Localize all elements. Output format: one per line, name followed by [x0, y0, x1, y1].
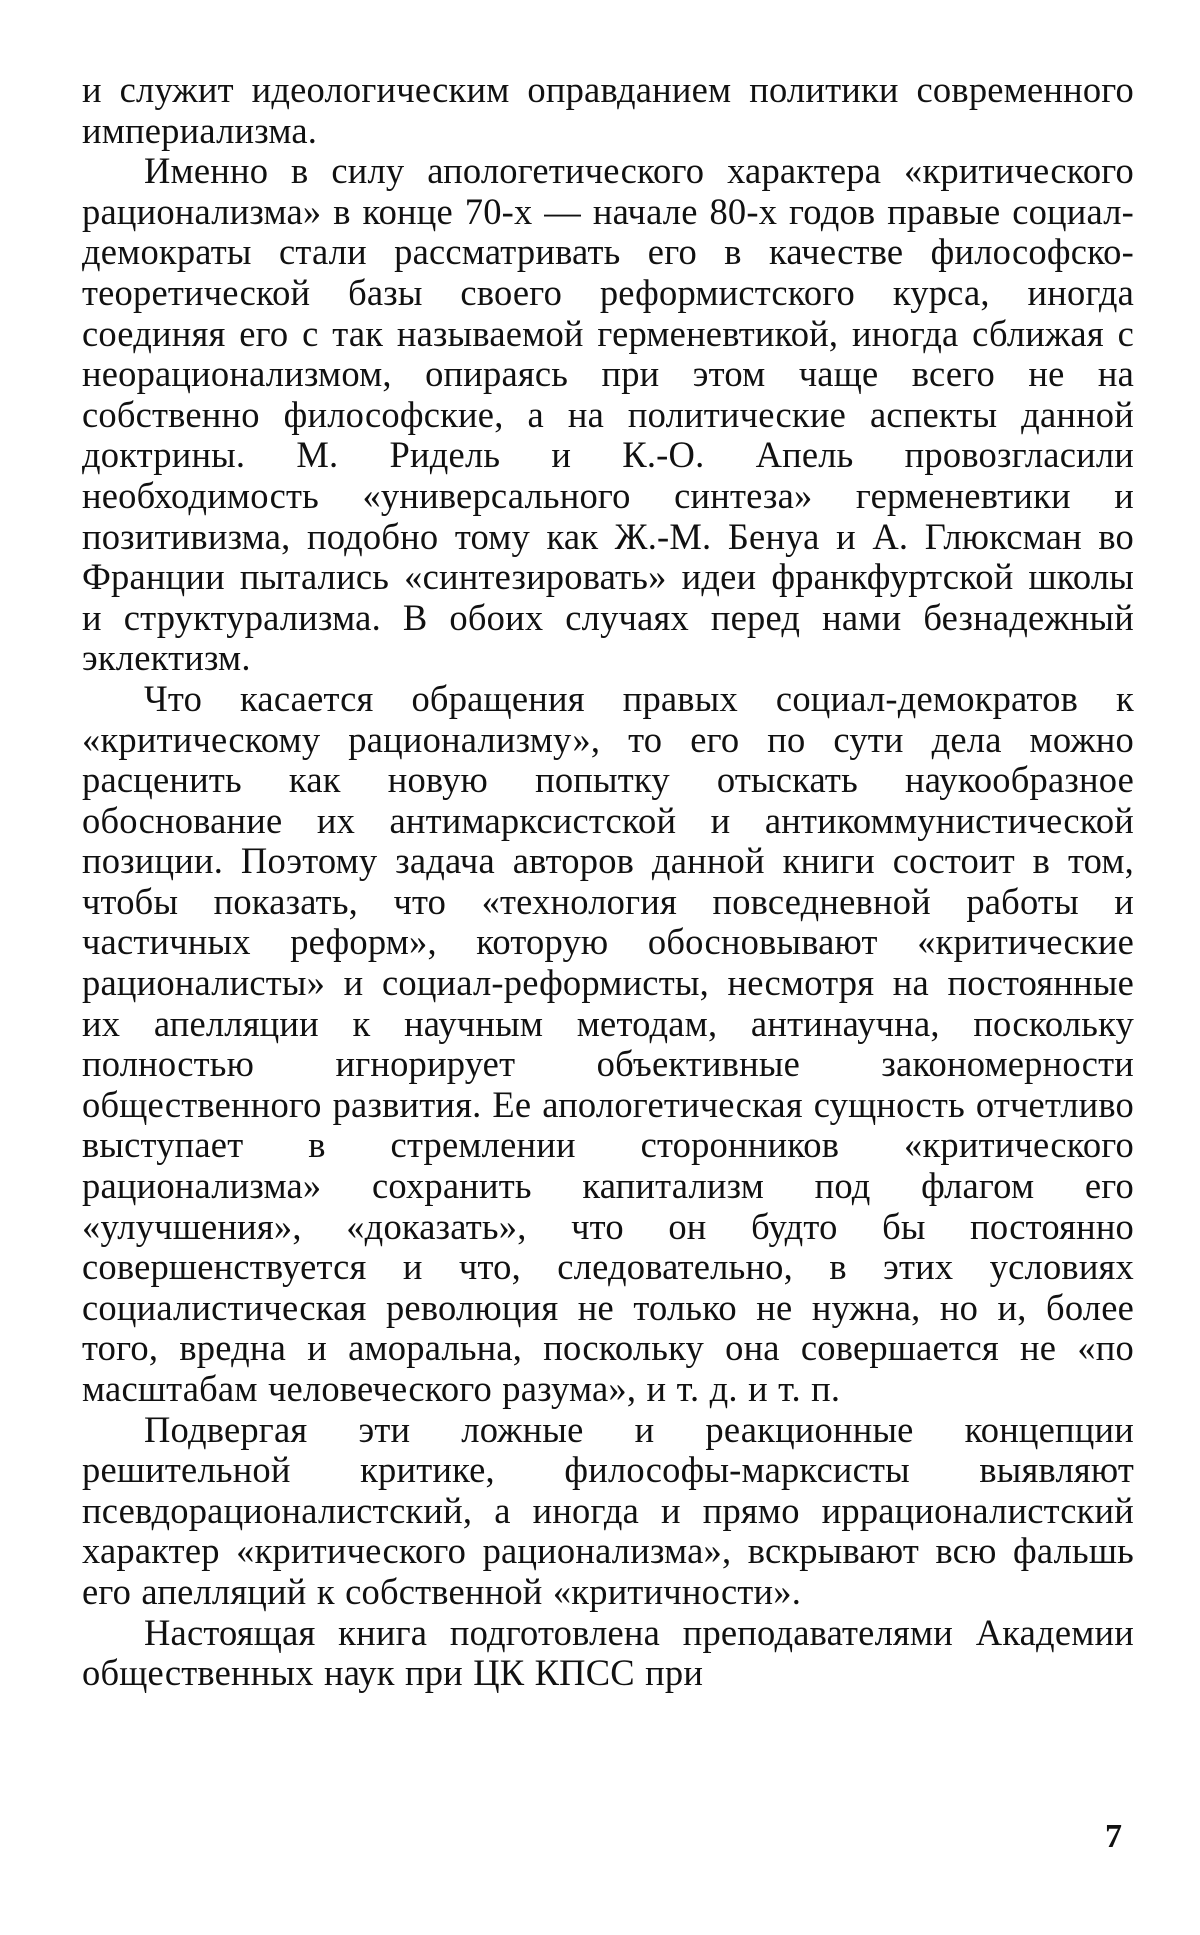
- body-text: [82, 70, 1134, 1694]
- paragraph-apologetic-character: Именно в силу апологетического характера «критического рационализма» в конце 70-х — начале 80-х годов правые социал-демократы стали рассматривать его в качестве философско-теоретической базы своего реформистского курса, иногда соединяя его с так называемой герменевтикой, иногда сближая с неорационализмом, опираясь при этом чаще всего не на собственно философские, а на политические аспекты данной доктрины. М. Ридель и К.-О. Апель провозгласили необходимость «универсального синтеза» герменевтики и позитивизма, подобно тому как Ж.-М. Бенуа и А. Глюксман во Франции пытались «синтезировать» идеи франкфуртской школы и структурализма. В обоих случаях перед нами безнадежный эклектизм.: [82, 150, 1134, 679]
- paragraph-continuation: и служит идеологическим оправданием политики современного империализма.: [82, 69, 1134, 151]
- paragraph-book-prepared: Настоящая книга подготовлена преподавателями Академии общественных наук при ЦК КПСС при: [82, 1611, 1134, 1694]
- page-number: 7: [1105, 1818, 1122, 1855]
- paragraph-social-democrats: Что касается обращения правых социал-демократов к «критическому рационализму», то его по сути дела можно расценить как новую попытку отыскать наукообразное обоснование их антимарксистской и антикоммунистической позиции. Поэтому задача авторов данной книги состоит в том, чтобы показать, что «технология повседневной работы и частичных реформ», которую обосновывают «критические рационалисты» и социал-реформисты, несмотря на постоянные их апелляции к научным методам, антинаучна, поскольку полностью игнорирует объективные закономерности общественного развития. Ее апологетическая сущность отчетливо выступает в стремлении сторонников «критического рационализма» сохранить капитализм под флагом его «улучшения», «доказать», что он будто бы постоянно совершенствуется и что, следовательно, в этих условиях социалистическая революция не только не нужна, но и, более того, вредна и аморальна, поскольку она совершается не «по масштабам человеческого разума», и т. д. и т. п.: [82, 677, 1134, 1409]
- paragraph-marxist-critique: Подвергая эти ложные и реакционные концепции решительной критике, философы-марксисты выявляют псевдорационалистский, а иногда и прямо иррационалистский характер «критического рационализма», вскрывают всю фальшь его апелляций к собственной «критичности».: [82, 1408, 1134, 1612]
